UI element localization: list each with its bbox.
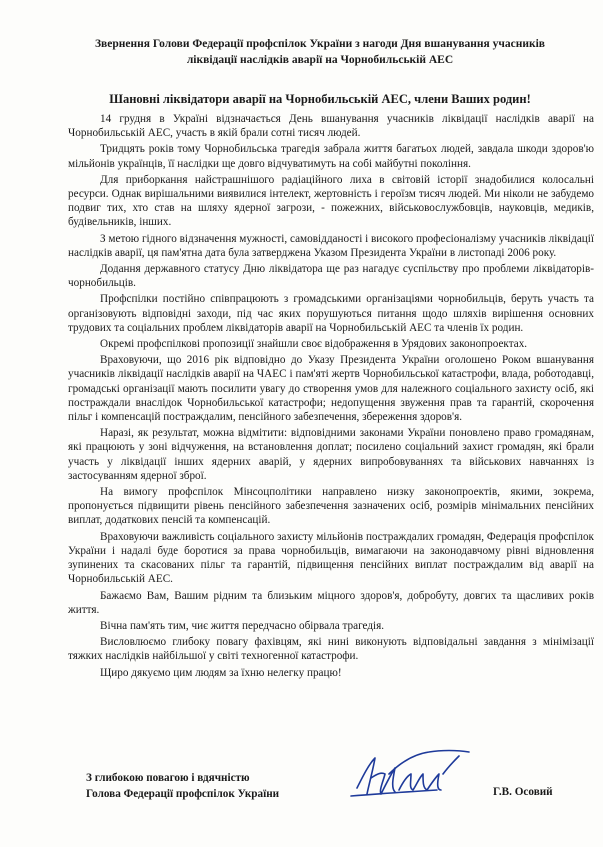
paragraph: 14 грудня в Україні відзначається День вшанування учасників ліквідації наслідків аварії на Чорнобильській АЕС, участь в якій брали сотні тисяч людей. — [68, 113, 594, 140]
paragraph: Додання державного статусу Дню ліквідатора ще раз нагадує суспільству про проблеми ліквідаторів-чорнобильців. — [68, 263, 594, 290]
paragraph: Бажаємо Вам, Вашим рідним та близьким міцного здоров'я, добробуту, довгих та щасливих років життя. — [68, 589, 594, 616]
paragraph: Профспілки постійно співпрацюють з громадськими організаціями чорнобильців, беруть участь та організовують відповідні заходи, під час яких порушуються питання щодо шляхів вирішення основних трудових та соціальних проблем ліквідаторів аварії на Чорнобильській АЕС та членів їх родин. — [68, 293, 594, 334]
paragraph: Для приборкання найстрашнішого радіаційного лиха в світовій історії знадобилися колосальні ресурси. Однак вирішальними виявилися інтелект, жертовність і героїзм тисяч людей. Ми ніколи не забудемо подвиг тих, хто став на шляху ядерної загрози, - пожежних, військовослужбовців, науковців, медиків, будівельників, інших. — [68, 173, 594, 229]
paragraph: Висловлюємо глибоку повагу фахівцям, які нині виконують відповідальні завдання з мінімізації тяжких наслідків найбільшої у світі техногенної катастрофи. — [68, 636, 594, 663]
paragraph: Наразі, як результат, можна відмітити: відповідними законами України поновлено право громадянам, які працюють у зоні відчуження, на встановлення доплат; посилено соціальний захист громадян, які брали участь у ліквідації інших ядерних аварій, у ядерних випробовуваннях та військових навчаннях із застосуванням ядерної зброї. — [68, 427, 594, 482]
letter-title: Звернення Голови Федерації профспілок України з нагоди Дня вшанування учасників ліквідації наслідків аварії на Чорнобильській АЕС — [94, 38, 546, 66]
signer-title: Голова Федерації профспілок України — [86, 788, 280, 800]
letter-greeting: Шановні ліквідатори аварії на Чорнобильській АЕС, члени Ваших родин! — [109, 92, 531, 106]
paragraph: Вічна пам'ять тим, чиє життя передчасно обірвала трагедія. — [100, 619, 385, 632]
paragraph: Окремі профспілкові пропозиції знайшли своє відображення в Урядових законопроектах. — [100, 338, 528, 351]
closing-block — [86, 770, 346, 802]
letter-body — [68, 112, 594, 682]
paragraph: На вимогу профспілок Мінсоцполітики направлено низку законопроектів, якими, зокрема, пропонується підвищити рівень пенсійного забезпечення зазначених осіб, розмірів мінімальних пенсійних виплат, додаткових пенсій та компенсацій. — [68, 486, 594, 527]
paragraph: Щиро дякуємо цим людям за їхню нелегку працю! — [100, 666, 342, 679]
handwritten-signature — [345, 744, 475, 804]
paragraph: Тридцять років тому Чорнобильська трагедія забрала життя багатьох людей, завдала шкоди здоров'ю мільйонів українців, її наслідки ще довго відчуватимуть на собі майбутні покоління. — [68, 143, 594, 170]
signer-name: Г.В. Осовий — [493, 786, 553, 798]
closing-line: З глибокою повагою і вдячністю — [86, 772, 250, 784]
paragraph: З метою гідного відзначення мужності, самовідданості і високого професіоналізму учасників ліквідації наслідків аварії, ця пам'ятна дата була затверджена Указом Президента України в листопаді 2006 року. — [68, 232, 594, 259]
paragraph: Враховуючи важливість соціального захисту мільйонів постраждалих громадян, Федерація профспілок України і надалі буде боротися за права чорнобильців, вимагаючи на законодавчому рівні відновлення зупинених та скасованих пільг та гарантій, підвищення пенсійних виплат постраждалим від аварії на Чорнобильській АЕС. — [68, 530, 594, 586]
paragraph: Враховуючи, що 2016 рік відповідно до Указу Президента України оголошено Роком вшанування учасників ліквідації наслідків аварії на ЧАЕС і пам'яті жертв Чорнобильської катастрофи, влада, роботодавці, громадські організації мають посилити увагу до створення умов для належного соціального захисту осіб, які постраждали внаслідок Чорнобильської катастрофи; недопущення звуження прав та гарантій, скорочення пільг і компенсацій постраждалим, пенсійного забезпечення, збереження здоров'я. — [68, 354, 594, 424]
